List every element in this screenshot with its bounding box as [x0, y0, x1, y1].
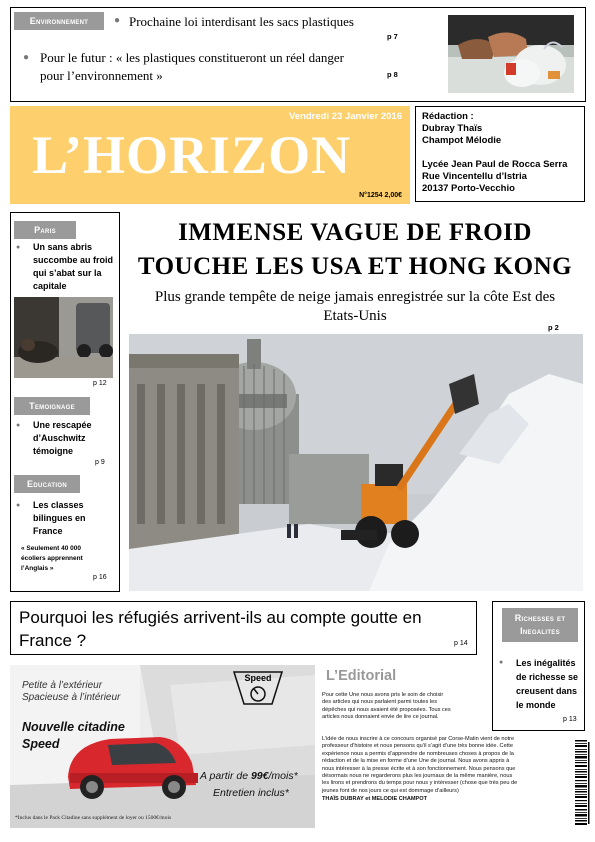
plastic-bags-photo	[448, 15, 574, 93]
school-city: 20137 Porto-Vecchio	[422, 183, 515, 194]
ad-model-name: Nouvelle citadine Speed	[22, 720, 125, 751]
bullet-icon: ●	[16, 501, 21, 509]
sidebar-tag-education: Education	[14, 475, 80, 493]
richesses-box	[492, 601, 585, 731]
ad-footnote: *Inclus dans le Pack Citadine sans supplément de loyer ou 1500€/mois	[15, 815, 172, 821]
teaser-item-2[interactable]: Pour le futur : « les plastiques constitueront un réel danger pour l’environnement »	[40, 50, 344, 83]
bullet-icon: ●	[16, 421, 21, 429]
headline-page: p 2	[548, 323, 559, 332]
car-advertisement[interactable]	[10, 665, 315, 828]
sidebar-item-temoignage[interactable]: Une rescapée d’Auschwitz témoigne	[33, 420, 92, 456]
issue-date: Vendredi 23 Janvier 2016	[288, 111, 402, 122]
homeless-photo	[14, 297, 113, 378]
main-headline[interactable]: IMMENSE VAGUE DE FROID TOUCHE LES USA ET HONG KONG	[137, 219, 573, 280]
sidebar-education-page: p 16	[93, 574, 107, 581]
barcode	[575, 738, 592, 828]
refugee-teaser-text: Pourquoi les réfugiés arrivent-ils au compte goutte en France ?	[19, 608, 422, 650]
newspaper-title: L’HORIZON	[32, 125, 352, 185]
redaction-box	[415, 106, 585, 202]
snowstorm-photo	[129, 334, 583, 591]
editorial-paragraph-2: L’idée de nous inscrire à ce concours organisé par Corse-Matin vient de notre professeur d’histoire et nous pensons qu’il s’agit d’une très bonne idée. Cette expérience nous a permis d’apprendre de nombreuses choses à propos de la rédaction et de la mise en forme d’une Une de journal. Nous avons appris à nous intéresser à la presse écrite et à son fonctionnement. Nous pensons que désormais nous ne regarderons plus les journaux de la même manière, nous les lirons et prendrons du temps pour nous y intéresser (chose que très peu de jeunes font de nos jours ce qui est dommage d’ailleurs) THAÏS DUBRAY et MELODIE CHAMPOT	[322, 736, 572, 804]
richesses-tag: Richesses et Inegalites	[502, 608, 578, 642]
teaser-item-1-page: p 7	[387, 32, 398, 41]
teaser-tag: Environnement	[14, 12, 104, 30]
sidebar-temoignage-page: p 9	[95, 459, 105, 466]
richesses-item[interactable]: Les inégalités de richesse se creusent dans le monde	[516, 658, 579, 710]
redaction-label: Rédaction :	[422, 111, 474, 122]
school-street: Rue Vincentellu d’Istria	[422, 171, 527, 182]
bullet-icon: ●	[114, 15, 121, 26]
bullet-icon: ●	[16, 243, 21, 251]
ad-maintenance: Entretien inclus*	[213, 787, 289, 799]
sidebar-item-education[interactable]: Les classes bilingues en France	[33, 500, 86, 536]
sidebar-item-paris[interactable]: Un sans abris succombe au froid qui s’abat sur la capitale	[33, 242, 114, 291]
masthead	[10, 106, 410, 204]
speed-logo: Speed	[232, 670, 284, 706]
ad-price: A partir de 99€/mois*	[200, 770, 298, 782]
sidebar	[10, 212, 120, 592]
issue-number-price: N°1254 2,00€	[359, 192, 402, 199]
sidebar-tag-temoignage: Temoignage	[14, 397, 90, 415]
teaser-box	[10, 7, 586, 102]
education-quote: « Seulement 40 000 écoliers apprennent l’Anglais »	[21, 545, 83, 572]
editorial-signature: THAÏS DUBRAY et MELODIE CHAMPOT	[322, 796, 428, 803]
sidebar-paris-page: p 12	[93, 380, 107, 387]
refugee-teaser-box[interactable]	[10, 601, 477, 655]
redaction-name-1: Dubray Thaïs	[422, 123, 483, 134]
teaser-item-1[interactable]: Prochaine loi interdisant les sacs plastiques	[129, 14, 354, 29]
sidebar-tag-paris: Paris	[14, 221, 76, 239]
editorial-paragraph-1: Pour cette Une nous avons pris le soin de choisir des articles qui nous parlaient parmi toutes les dépêches qui nous avaient été proposées. Tous ces articles nous donnaient envie de lire ce journal.	[322, 692, 451, 721]
refugee-page: p 14	[454, 640, 468, 647]
teaser-item-2-page: p 8	[387, 70, 398, 79]
bullet-icon: ●	[23, 52, 30, 63]
school-name: Lycée Jean Paul de Rocca Serra	[422, 159, 568, 170]
editorial-title: L’Editorial	[326, 668, 397, 684]
main-subheadline: Plus grande tempête de neige jamais enregistrée sur la côte Est des Etats-Unis	[154, 289, 556, 324]
bullet-icon: ●	[499, 658, 504, 666]
ad-tagline: Petite à l’extérieur Spacieuse à l’intérieur	[22, 680, 121, 703]
redaction-name-2: Champot Mélodie	[422, 135, 502, 146]
richesses-page: p 13	[563, 716, 577, 723]
